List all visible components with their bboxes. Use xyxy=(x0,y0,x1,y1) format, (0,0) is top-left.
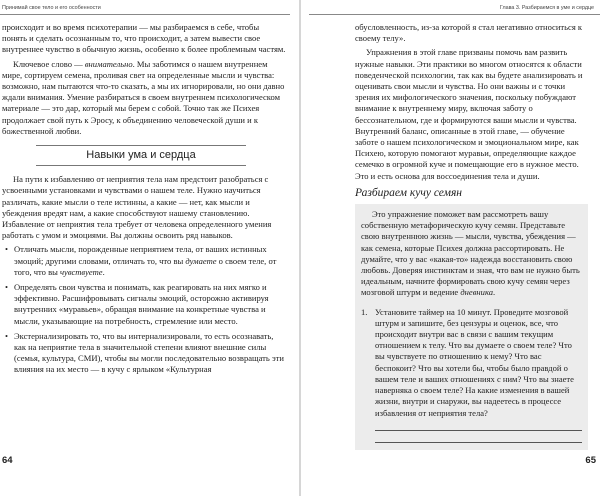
bullet-marker: • xyxy=(5,244,8,255)
item-number: 1. xyxy=(361,306,368,317)
continuation-paragraph: обусловленность, из-за которой я стал негативно относиться к своему телу». xyxy=(355,22,583,44)
header-rule xyxy=(309,14,600,15)
skills-bullet-list xyxy=(2,244,286,375)
bullet-item xyxy=(2,282,286,327)
bullet-text: Экстернализировать то, что вы интернализировали, то есть осознавать, как на неприятие тела в значительной степени влияют внешние силы (семья, культура, СМИ), чтобы вы могли последовательно возвращать эти влияния на их место — в кучу с ярлыком «Культурная xyxy=(14,330,284,375)
exercise-intro-suffix: . xyxy=(493,287,496,298)
exercise-box xyxy=(355,204,588,450)
exercise-intro-text: Это упражнение поможет вам рассмотреть вашу собственную метафорическую кучу семян. Представьте свою внутреннюю жизнь — мысли, чувства, убеждения — как семена, которые Психея должна рассортировать. Не думайте, что у вас «какая-то» надежда восстановить свою любовь. Доверяя инстинктам и зная, что вам не нужно быть идеальным, начните формировать свою кучу семян через мозговой штурм и ведение xyxy=(361,209,580,298)
page-number: 65 xyxy=(585,455,596,466)
header-rule xyxy=(0,14,290,15)
exercise-intro-italic: дневника xyxy=(460,287,493,298)
bullet-italic-text: чувствуете xyxy=(59,266,103,277)
exercise-heading: Разбираем кучу семян xyxy=(355,186,462,199)
keyword: внимательно xyxy=(84,58,133,69)
left-page xyxy=(0,0,299,496)
bullet-text: . xyxy=(102,266,105,277)
bullet-marker: • xyxy=(5,282,8,293)
exercise-item xyxy=(361,307,582,419)
right-body-text xyxy=(355,22,588,450)
answer-line[interactable] xyxy=(375,430,582,431)
bullet-item xyxy=(2,331,286,376)
bullet-text: Определять свои чувства и понимать, как реагировать на них мягко и эффективно. Расшифровывать сигналы эмоций, осторожно активируя внутренних «муравьев», обращая внимание на конкретные чувства и мысли, указывающие на потребность, стремление или место. xyxy=(14,282,269,326)
running-head: Принимай свое тело и его особенности xyxy=(2,5,101,11)
page-number: 64 xyxy=(2,455,13,466)
continuation-paragraph: происходит и во время психотерапии — мы разбираемся в себе, чтобы понять и сделать осознанным то, что происходит, а затем вывести свое внутреннее чувство в обычную жизнь, особенно к более проблемным частям. xyxy=(2,22,286,55)
bullet-italic-text: думаете xyxy=(185,255,217,266)
keyword-prefix: Ключевое слово — xyxy=(13,58,85,69)
exercise-intro xyxy=(361,209,582,299)
keyword-paragraph xyxy=(2,59,286,137)
answer-line[interactable] xyxy=(375,442,582,443)
bullet-marker: • xyxy=(5,330,8,341)
intro-paragraph: На пути к избавлению от неприятия тела нам предстоит разобраться с усвоенными установками и чувствами о нашем теле. Нужно научиться различать, какие мысли о теле истинны, а какие — нет, как мысли и убеждения вредят нам, а какие способствуют нашему становлению. Избавление от неприятия тела требует от человека определенного умения работать с умом и эмоциями. Вы должны освоить ряд навыков. xyxy=(2,174,272,241)
bullet-text: Отличать мысли, порожденные неприятием тела, от ваших истинных эмоций; другими словами, отличать то, что вы xyxy=(14,244,267,266)
bullet-text: о своем теле, от того, что вы xyxy=(14,255,277,277)
left-body-text xyxy=(2,22,286,380)
item-text: Установите таймер на 10 минут. Проведите мозговой штурм и запишите, без цензуры и оценок, все, что происходит внутри вас в связи с вашим текущим отношением к телу. Что вы думаете о своем теле? Что вы чувствуете по отношению к нему? Что вас беспокоит? Что вы хотели бы, чтобы было правдой о вашем теле и ваших отношениях с ним? Что вы знаете наверняка о своем теле? На какие изменения в вашей жизни, внутри и снаружи, вы надеетесь в процессе избавления от неприятия тела? xyxy=(375,306,574,418)
right-page xyxy=(301,0,600,496)
exercises-paragraph: Упражнения в этой главе призваны помочь вам развить нужные навыки. Эти практики во многом относятся к области поведенческой психологии, так как вы будете анализировать и оценивать свои мысли и чувства. Но они важны и с точки зрения их мифологического значения, поскольку побуждают внимание к внутреннему миру, включая заботу о бессознательном, где и формируются ваши мысли и чувства. Внутренний баланс, описанные в этой главе, — обучение заботе о нашем психологическом и эмоциональном мире, как Психею, которую помогают муравьи, определяющие каждое семечко в огромной куче и помещающие его в нужное место. Это и есть основа для воссоединения тела и души. xyxy=(355,47,583,181)
section-heading: Навыки ума и сердца xyxy=(36,145,246,166)
bullet-item xyxy=(2,244,286,278)
running-head: Глава 3. Разбираемся в уме и сердце xyxy=(499,5,594,11)
keyword-rest: . Мы заботимся о нашем внутреннем мире, сортируем семена, проливая свет на определенные мысли и чувства: возможно, нам пытаются что-то сказать, а мы их игнорировали, но они давно ждали внимания. Умение разбираться в своем внутреннем психологическом материале — это дар, который мы берем с собой. Точно так же Психея продолжает свой путь к Эросу, к объединению человеческой души и к божественной любви. xyxy=(2,58,285,136)
